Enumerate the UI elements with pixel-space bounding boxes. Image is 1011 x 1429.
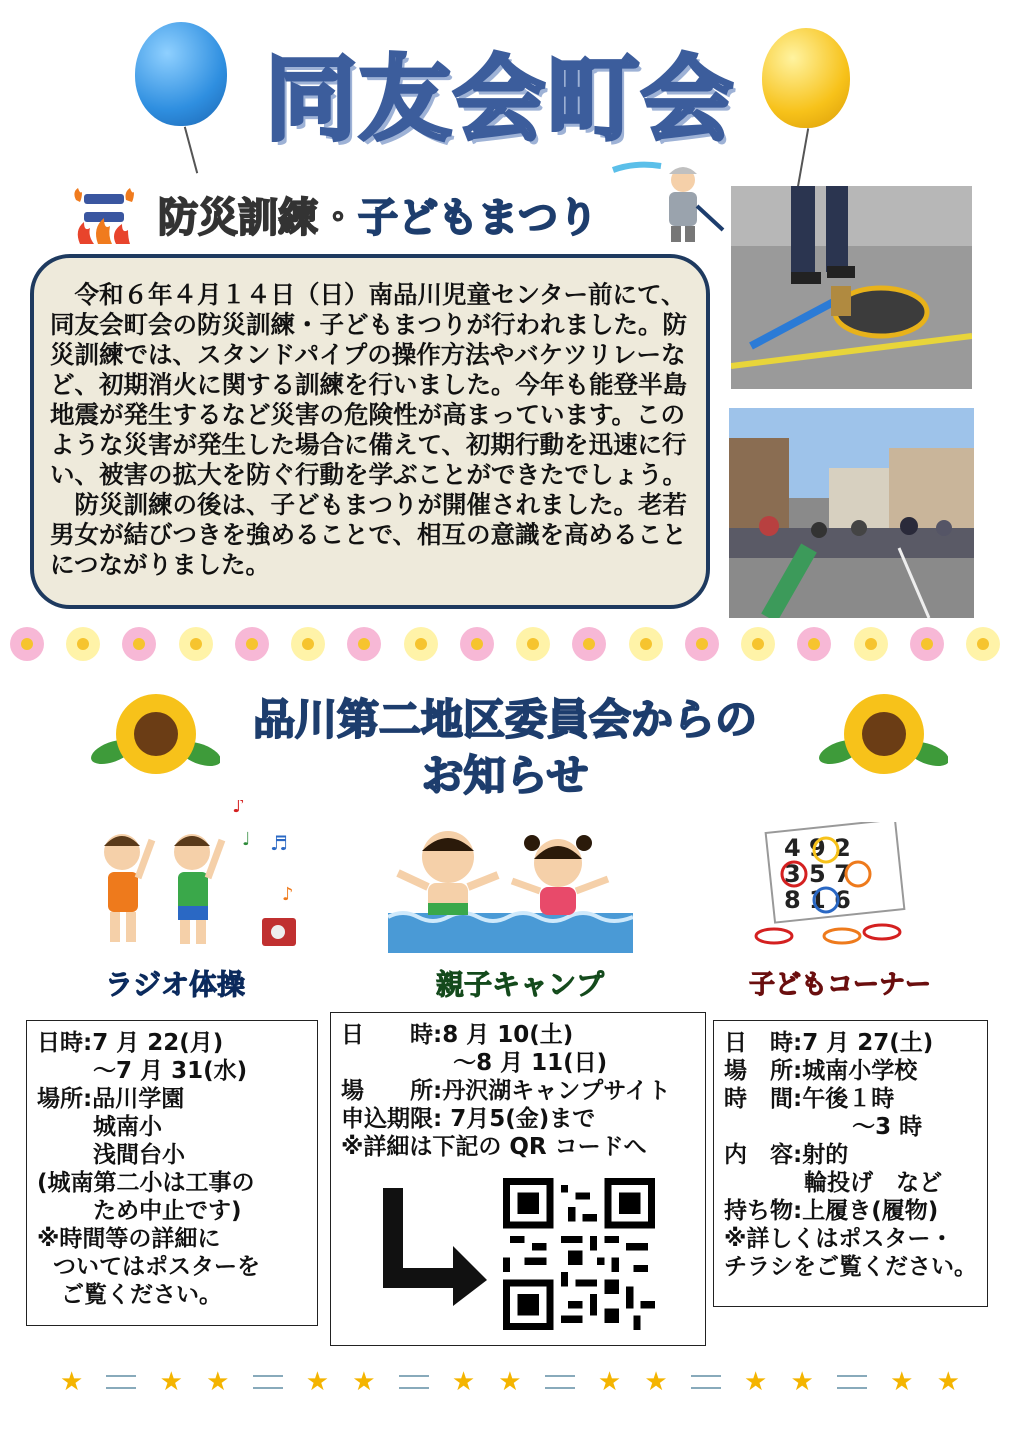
star-icon: ★ [206,1367,230,1397]
arrow-icon [383,1188,488,1306]
section2-title-line1: 品川第二地区委員会からの [252,695,757,744]
section1-title-part1: 防災訓練・ [158,195,358,241]
body-paragraph-1: 令和６年４月１４日（日）南品川児童センター前にて、同友会町会の防災訓練・子どもまつりが行われました。防災訓練では、スタンドパイプの操作方法やバケツリレーなど、初期消火に関する訓練を行いました。今年も能登半島地震が発生するなど災害の危険性が高まっています。このような災害が発生した場合に備えて、初期行動を迅速に行い、被害の拡大を防ぐ行動を学ぶことができたでしょう。 [50,280,687,489]
svg-text:♪: ♪ [232,800,245,817]
flower-icon [122,627,156,661]
swish-line [545,1375,575,1389]
section1-title [158,188,598,248]
photo-standpipe [731,186,972,389]
section2-title [200,692,810,804]
flower-icon [347,627,381,661]
event-info-radio-exercise: 日時:7 月 22(月) ～7 月 31(水) 場所:品川学園 城南小 浅間台小 (城南第二小は工事の ため中止です) ※時間等の詳細に ついてはポスターを ご覧ください。 [26,1020,318,1326]
photo-drill-street [729,408,974,618]
swish-line [106,1375,136,1389]
event-label-radio-exercise: ラジオ体操 [104,968,245,1001]
flower-icon [797,627,831,661]
flower-icon [291,627,325,661]
star-icon: ★ [352,1367,376,1397]
svg-text:8 1 6: 8 1 6 [784,886,851,914]
balloon-blue-icon [135,22,227,130]
flower-icon [179,627,213,661]
svg-text:♬: ♬ [270,831,288,855]
star-icon: ★ [744,1367,768,1397]
section2-title-line2: お知らせ [421,751,589,800]
firefighter-icon [605,160,725,244]
ring-toss-icon [750,822,920,947]
star-icon: ★ [451,1367,476,1397]
swish-line [253,1375,283,1389]
flower-icon [910,627,944,661]
section1-body [30,254,710,609]
svg-text:4 9 2: 4 9 2 [784,834,851,862]
section1-title-part2: 子どもまつり [358,195,598,241]
swish-line [399,1375,429,1389]
qr-code [502,1178,656,1330]
star-icon: ★ [936,1367,960,1397]
balloon-yellow-icon [762,28,852,136]
flower-icon [460,627,494,661]
star-icon: ★ [498,1367,522,1397]
star-border [60,1362,960,1402]
star-icon: ★ [644,1367,668,1397]
fire-icon [72,186,136,246]
event-info-kids-corner: 日 時:7 月 27(土) 場 所:城南小学校 時 間:午後１時 ～3 時 内 容:射的 輪投げ など 持ち物:上履き(履物) ※詳しくはポスター・ チラシをご覧ください。 [713,1020,988,1307]
sunflower-icon [818,690,948,780]
star-icon: ★ [790,1367,814,1397]
page-title: 同友会町会 [264,46,735,153]
svg-text:♪: ♪ [282,884,294,905]
flower-icon [629,627,663,661]
flower-icon [966,627,1000,661]
swish-line [837,1375,867,1389]
star-icon: ★ [597,1367,622,1397]
flower-icon [404,627,438,661]
flower-icon [66,627,100,661]
star-icon: ★ [890,1367,914,1397]
swish-line [691,1375,721,1389]
event-label-kids-corner: 子どもコーナー [748,970,931,1000]
star-icon: ★ [159,1367,183,1397]
event-info-camp: 日 時:8 月 10(土) ～8 月 11(日) 場 所:丹沢湖キャンプサイト 申込期限: 7月5(金)まで ※詳細は下記の QR コードへ [330,1012,706,1346]
flower-border [10,622,1000,666]
swimming-kids-icon [388,825,633,953]
star-icon: ★ [305,1367,330,1397]
flower-icon [741,627,775,661]
flower-icon [516,627,550,661]
body-paragraph-2: 防災訓練の後は、子どもまつりが開催されました。老若男女が結びつきを強めることで、相互の意識を高めることにつながりました。 [50,490,687,579]
flower-icon [235,627,269,661]
event-label-camp: 親子キャンプ [435,968,604,1001]
star-icon: ★ [60,1367,84,1397]
flower-icon [854,627,888,661]
flower-icon [10,627,44,661]
flower-icon [572,627,606,661]
svg-text:3 5 7: 3 5 7 [784,860,851,888]
exercise-kids-icon [92,800,302,950]
flower-icon [685,627,719,661]
svg-text:♩: ♩ [242,829,251,850]
